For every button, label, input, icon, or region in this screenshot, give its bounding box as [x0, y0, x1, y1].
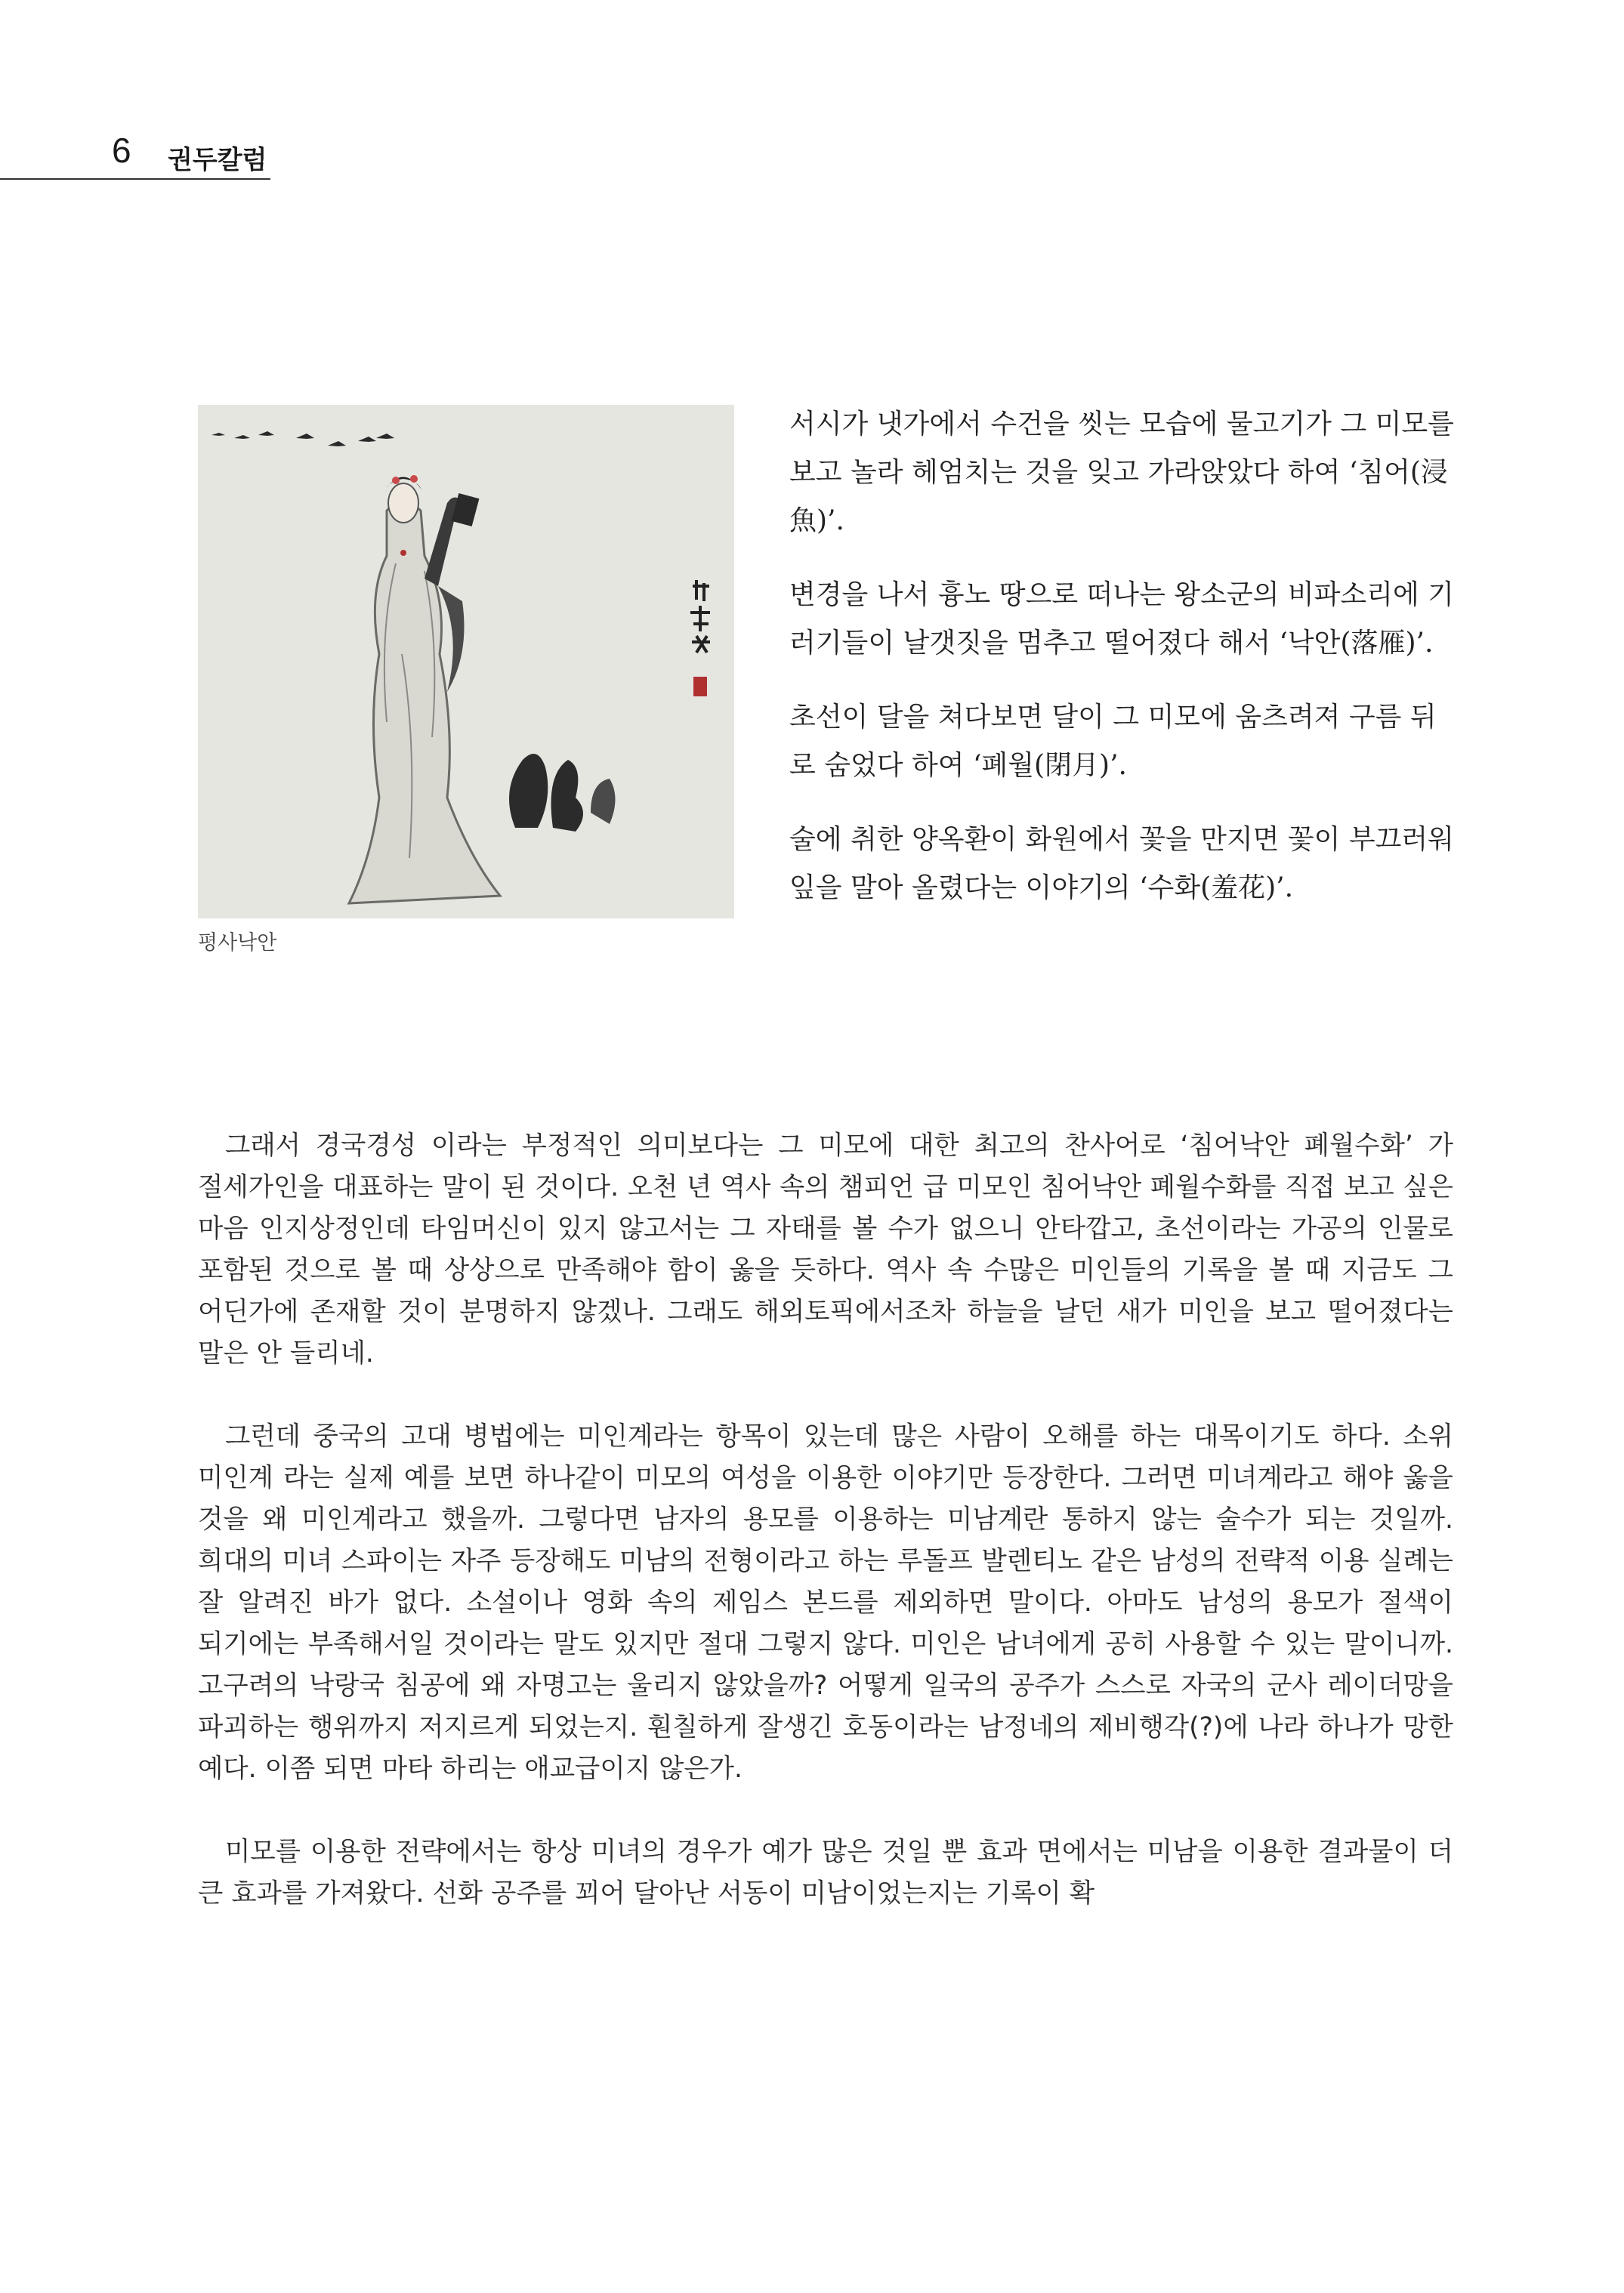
poem-stanza-suhwa: 술에 취한 양옥환이 화원에서 꽃을 만지면 꽃이 부끄러워 잎을 말아 올렸다는 이야기의 ‘수화(羞花)’.: [789, 824, 1454, 903]
article-body: [198, 1125, 1453, 1956]
ink-painting: [198, 405, 734, 918]
poem-stanza-nagan: 변경을 나서 흉노 땅으로 떠나는 왕소군의 비파소리에 기러기들이 날갯짓을 멈추고 떨어졌다 해서 ‘낙안(落雁)’.: [789, 579, 1454, 659]
page-number: 6: [112, 131, 131, 170]
body-paragraph: 그래서 경국경성 이라는 부정적인 의미보다는 그 미모에 대한 최고의 찬사어로 ‘침어낙안 폐월수화’ 가 절세가인을 대표하는 말이 된 것이다. 오천 년 역사 속의 챔피언 급 미모인 침어낙안 폐월수화를 직접 보고 싶은 마음 인지상정인데 타임머신이 있지 않고서는 그 자태를 볼 수가 없으니 안타깝고, 초선이라는 가공의 인물로 포함된 것으로 볼 때 상상으로 만족해야 함이 옳을 듯하다. 역사 속 수많은 미인들의 기록을 볼 때 지금도 그 어딘가에 존재할 것이 분명하지 않겠나. 그래도 해외토픽에서조차 하늘을 날던 새가 미인을 보고 떨어졌다는 말은 안 들리네.: [198, 1131, 1453, 1369]
header-rule: [0, 178, 270, 180]
red-seal-icon: [693, 677, 707, 696]
painting-svg: [198, 405, 734, 918]
body-paragraph: 미모를 이용한 전략에서는 항상 미녀의 경우가 예가 많은 것일 뿐 효과 면에서는 미남을 이용한 결과물이 더 큰 효과를 가져왔다. 선화 공주를 꾀어 달아난 서동이 미남이었는지는 기록이 확: [198, 1837, 1453, 1909]
poem-stanza-pyewol: 초선이 달을 쳐다보면 달이 그 미모에 움츠려져 구름 뒤로 숨었다 하여 ‘폐월(閉月)’.: [789, 702, 1437, 781]
poem-block: [789, 400, 1462, 912]
body-paragraph: 그런데 중국의 고대 병법에는 미인계라는 항목이 있는데 많은 사람이 오해를 하는 대목이기도 하다. 소위 미인계 라는 실제 예를 보면 하나같이 미모의 여성을 이용한 이야기만 등장한다. 그러면 미녀계라고 해야 옳을 것을 왜 미인계라고 했을까. 그렇다면 남자의 용모를 이용하는 미남계란 통하지 않는 술수가 되는 것일까. 희대의 미녀 스파이는 자주 등장해도 미남의 전형이라고 하는 루돌프 발렌티노 같은 남성의 전략적 이용 실례는 잘 알려진 바가 없다. 소설이나 영화 속의 제임스 본드를 제외하면 말이다. 아마도 남성의 용모가 절색이 되기에는 부족해서일 것이라는 말도 있지만 절대 그렇지 않다. 미인은 남녀에게 공히 사용할 수 있는 말이니까. 고구려의 낙랑국 침공에 왜 자명고는 울리지 않았을까? 어떻게 일국의 공주가 스스로 자국의 군사 레이더망을 파괴하는 행위까지 저지르게 되었는지. 훤칠하게 잘생긴 호동이라는 남정네의 제비행각(?)에 나라 하나가 망한 예다. 이쯤 되면 마타 하리는 애교급이지 않은가.: [198, 1421, 1453, 1784]
figure-caption: 평사낙안: [198, 931, 277, 955]
column-name: 권두칼럼: [168, 145, 267, 175]
poem-stanza-chimeo: 서시가 냇가에서 수건을 씻는 모습에 물고기가 그 미모를 보고 놀라 헤엄치는 것을 잊고 가라앉았다 하여 ‘침어(浸魚)’.: [789, 409, 1454, 536]
